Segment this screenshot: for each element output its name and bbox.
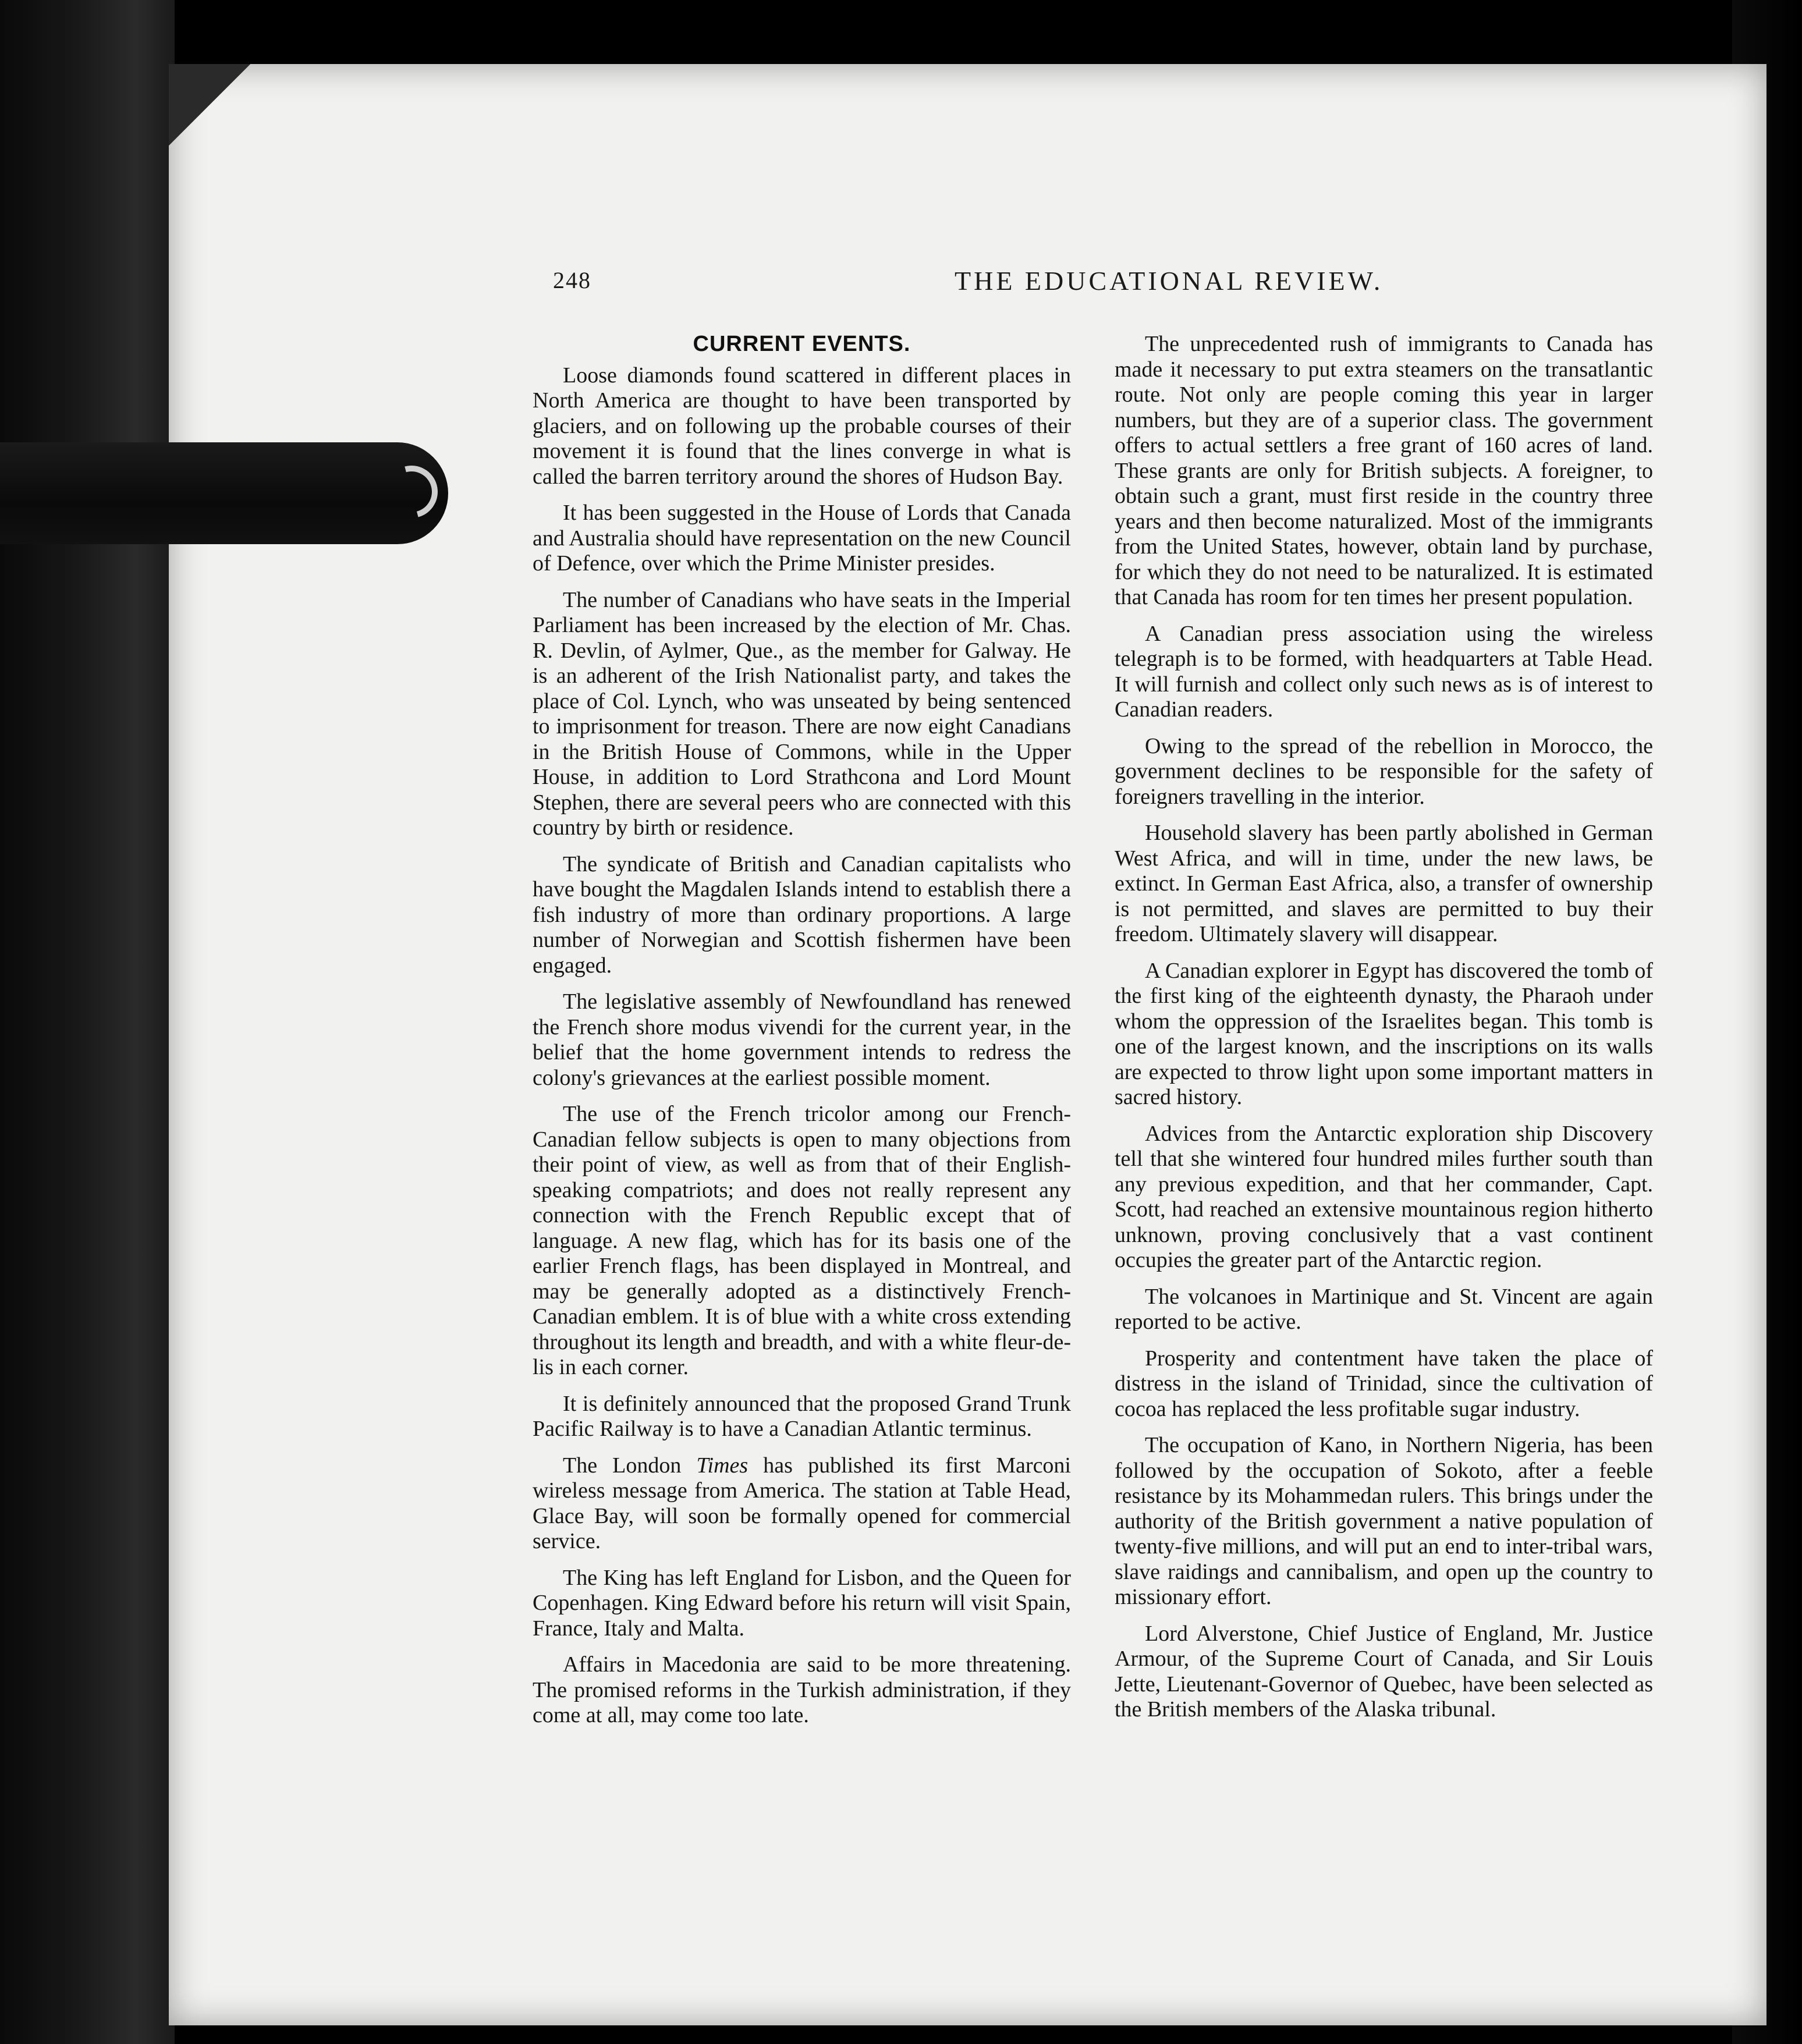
paragraph-morocco: Owing to the spread of the rebellion in Morocco, the government declines to be responsible for the safety of foreigners travelling in the interior. (1115, 733, 1653, 809)
paragraph-magdalen-islands: The syndicate of British and Canadian capitalists who have bought the Magdalen Islands intend to establish there a fish industry of more than ordinary proportions. A large number of Norwegian and Scottish fishermen have been engaged. (533, 851, 1071, 978)
newspaper-title: Times (696, 1453, 749, 1478)
scan-left-edge (0, 0, 175, 2044)
running-title: THE EDUCATIONAL REVIEW. (955, 266, 1384, 296)
times-para-after: has published its first Marconi wireless message from America. The station at Table Head, Glace Bay, will soon be formally opened for commercial service. (533, 1453, 1071, 1553)
paragraph-trinidad: Prosperity and contentment have taken the place of distress in the island of Trinidad, since the cultivation of cocoa has replaced the less profitable sugar industry. (1115, 1346, 1653, 1421)
page-header (169, 262, 1766, 308)
paragraph-egypt-tomb: A Canadian explorer in Egypt has discovered the tomb of the first king of the eighteenth dynasty, the Pharaoh under whom the oppression of the Israelites began. This tomb is one of the largest known, and the inscriptions on its walls are expected to throw light upon some important matters in sacred history. (1115, 958, 1653, 1109)
paragraph-canadians-in-parliament: The number of Canadians who have seats in the Imperial Parliament has been increased by the election of Mr. Chas. R. Devlin, of Aylmer, Que., as the member for Galway. He is an adherent of the Irish Nationalist party, and takes the place of Col. Lynch, who was unseated by being sentenced to imprisonment for treason. There are now eight Canadians in the British House of Commons, while in the Upper House, in addition to Lord Strathcona and Lord Mount Stephen, there are several peers who are connected with this country by birth or residence. (533, 587, 1071, 840)
paragraph-press-association: A Canadian press association using the wireless telegraph is to be formed, with headquarters at Table Head. It will furnish and collect only such news as is of interest to Canadian readers. (1115, 621, 1653, 722)
right-column (1115, 332, 1653, 1734)
paragraph-diamonds: Loose diamonds found scattered in different places in North America are thought to have been transported by glaciers, and on following up the probable courses of their movement it is found that the lines converge in what is called the barren territory around the shores of Hudson Bay. (533, 363, 1071, 489)
paragraph-grand-trunk-railway: It is definitely announced that the proposed Grand Trunk Pacific Railway is to have a Canadian Atlantic terminus. (533, 1391, 1071, 1441)
paragraph-marconi-message (533, 1453, 1071, 1555)
paragraph-french-flag: The use of the French tricolor among our French-Canadian fellow subjects is open to many objections from their point of view, as well as from that of their English-speaking compatriots; and does not really represent any connection with the French Republic except that of language. A new flag, which has for its basis one of the earlier French flags, has been displayed in Montreal, and may be generally adopted as a distinctively French-Canadian emblem. It is of blue with a white cross extending throughout its length and breadth, and with a white fleur-de-lis in each corner. (533, 1102, 1071, 1379)
paragraph-newfoundland: The legislative assembly of Newfoundland has renewed the French shore modus vivendi for the current year, in the belief that the home government intends to redress the colony's grievances at the earliest possible moment. (533, 989, 1071, 1090)
paragraph-council-of-defence: It has been suggested in the House of Lords that Canada and Australia should have representation on the new Council of Defence, over which the Prime Minister presides. (533, 501, 1071, 576)
paragraph-alaska-tribunal: Lord Alverstone, Chief Justice of England, Mr. Justice Armour, of the Supreme Court of Canada, and Sir Louis Jette, Lieutenant-Governor of Quebec, have been selected as the British members of the Alaska tribunal. (1115, 1621, 1653, 1722)
page-corner-fold (169, 64, 250, 146)
document-page (169, 64, 1766, 2025)
paragraph-antarctic: Advices from the Antarctic exploration ship Discovery tell that she wintered four hundred miles further south than any previous expedition, and that her commander, Capt. Scott, had reached an extensive mountainous region hitherto unknown, proving conclusively that a vast continent occupies the greater part of the Antarctic region. (1115, 1121, 1653, 1272)
left-column (533, 332, 1071, 1740)
page-number: 248 (553, 267, 591, 293)
paragraph-immigrants: The unprecedented rush of immigrants to Canada has made it necessary to put extra steamers on the transatlantic route. Not only are people coming this year in larger numbers, but they are of a superior class. The government offers to actual settlers a free grant of 160 acres of land. These grants are only for British subjects. A foreigner, to obtain such a grant, must first reside in the country three years and then become naturalized. Most of the immigrants from the United States, however, obtain land by purchase, for which they do not need to be naturalized. It is estimated that Canada has room for ten times her present population. (1115, 332, 1653, 609)
paragraph-macedonia: Affairs in Macedonia are said to be more threatening. The promised reforms in the Turkish administration, if they come at all, may come too late. (533, 1652, 1071, 1727)
page-clip-pointer (0, 442, 448, 544)
times-para-before: The London (563, 1453, 697, 1478)
paragraph-king-travels: The King has left England for Lisbon, and the Queen for Copenhagen. King Edward before his return will visit Spain, France, Italy and Malta. (533, 1565, 1071, 1641)
paragraph-volcanoes: The volcanoes in Martinique and St. Vincent are again reported to be active. (1115, 1284, 1653, 1334)
paragraph-kano-nigeria: The occupation of Kano, in Northern Nigeria, has been followed by the occupation of Sokoto, after a feeble resistance by its Mohammedan rulers. This brings under the authority of the British government a native population of twenty-five millions, and will put an end to inter-tribal wars, slave raidings and cannibalism, and open up the country to missionary effort. (1115, 1433, 1653, 1609)
paragraph-slavery-africa: Household slavery has been partly abolished in German West Africa, and will in time, under the new laws, be extinct. In German East Africa, also, a transfer of ownership is not permitted, and slaves are permitted to buy their freedom. Ultimately slavery will disappear. (1115, 821, 1653, 946)
section-heading: CURRENT EVENTS. (693, 332, 911, 356)
